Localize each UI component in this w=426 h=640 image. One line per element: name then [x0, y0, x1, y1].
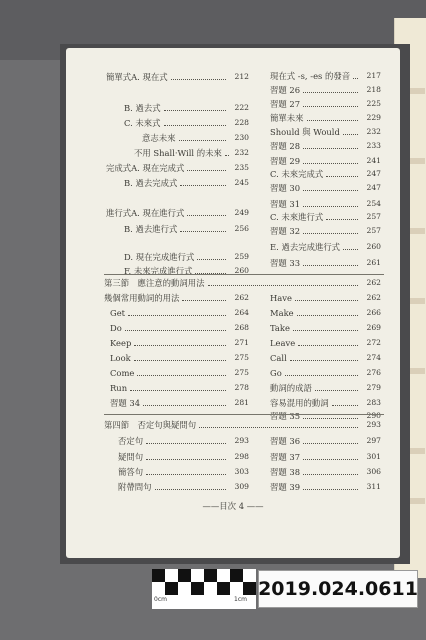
dot-leader — [295, 300, 358, 301]
toc-page-number: 262 — [366, 278, 381, 287]
toc-entry-title: 習題 27 — [270, 99, 301, 109]
toc-page-number: 264 — [234, 308, 249, 317]
toc-entry-title: 習題 31 — [270, 199, 301, 209]
dot-leader — [332, 405, 358, 406]
toc-page-number: 228 — [234, 118, 249, 127]
toc-page-number: 229 — [366, 113, 381, 122]
toc-entry-title: Do — [110, 323, 122, 333]
toc-page-number: 257 — [366, 226, 381, 235]
toc-entry-title: 簡單式A. 現在式 — [106, 72, 168, 82]
toc-page-number: 222 — [234, 103, 249, 112]
toc-entry-title: B. 過去完成式 — [124, 178, 178, 188]
toc-page-number: 309 — [234, 482, 249, 491]
toc-entry-title: Make — [270, 308, 294, 318]
toc-page-number: 279 — [366, 383, 381, 392]
toc-entry-title: 簡單未來 — [270, 113, 304, 123]
dot-leader — [208, 285, 359, 286]
scale-cell — [217, 582, 230, 595]
scale-cell — [243, 582, 256, 595]
toc-entry-title: F. 未來完成進行式 — [124, 266, 193, 276]
scale-cell — [204, 582, 217, 595]
toc-page-number: 232 — [366, 127, 381, 136]
toc-page-number: 260 — [366, 242, 381, 251]
toc-entry-title: D. 現在完成進行式 — [124, 252, 195, 262]
toc-page-number: 301 — [366, 452, 381, 461]
toc-entry-title: 習題 38 — [270, 467, 301, 477]
toc-entry-title: Have — [270, 293, 292, 303]
toc-page-number: 241 — [366, 156, 381, 165]
toc-entry-title: C. 未來進行式 — [270, 212, 324, 222]
toc-page-number: 254 — [366, 199, 381, 208]
dot-leader — [326, 219, 358, 220]
scale-cell — [204, 569, 217, 582]
toc-entry-title: 第三節 應注意的動詞用法 — [104, 278, 205, 288]
toc-page-number: 259 — [234, 252, 249, 261]
catalog-number-label: 2019.024.0611 — [258, 570, 418, 608]
toc-page-number: 283 — [366, 398, 381, 407]
toc-entry-title: 動詞的成語 — [270, 383, 312, 393]
dot-leader — [303, 163, 358, 164]
toc-entry-title: 幾個常用動詞的用法 — [104, 293, 180, 303]
toc-entry-title: 否定句 — [118, 436, 144, 446]
scale-label: 1cm — [234, 596, 247, 603]
toc-page-number: 298 — [234, 452, 249, 461]
toc-entry-title: 習題 26 — [270, 85, 301, 95]
page-footer: ——目次 4 —— — [202, 501, 264, 511]
toc-page-number: 235 — [234, 163, 249, 172]
toc-entry-title: Call — [270, 353, 287, 363]
toc-page-number: 269 — [366, 323, 381, 332]
dot-leader — [326, 176, 358, 177]
toc-entry-title: 習題 39 — [270, 482, 301, 492]
dot-leader — [134, 360, 226, 361]
scale-cell — [165, 569, 178, 582]
toc-page-number: 276 — [366, 368, 381, 377]
dot-leader — [303, 190, 358, 191]
toc-page-number: 272 — [366, 338, 381, 347]
toc-page-number: 281 — [234, 398, 249, 407]
dot-leader — [171, 79, 226, 80]
toc-entry-title: 疑問句 — [118, 452, 144, 462]
dot-leader — [343, 134, 358, 135]
toc-page-number: 274 — [366, 353, 381, 362]
toc-page-number: 233 — [366, 141, 381, 150]
dot-leader — [146, 443, 226, 444]
dot-leader — [343, 249, 358, 250]
toc-page-number: 303 — [234, 467, 249, 476]
color-scale-bar — [152, 569, 256, 609]
dot-leader — [303, 106, 358, 107]
dot-leader — [187, 215, 226, 216]
dot-leader — [137, 375, 226, 376]
toc-entry-title: B. 過去式 — [124, 103, 161, 113]
dot-leader — [164, 110, 226, 111]
scale-cell — [243, 569, 256, 582]
toc-entry-title: Go — [270, 368, 282, 378]
toc-page-number: 230 — [234, 133, 249, 142]
toc-entry-title: Run — [110, 383, 128, 393]
toc-page — [66, 48, 400, 558]
toc-page-number: 311 — [366, 482, 381, 491]
toc-page-number: 260 — [234, 266, 249, 275]
dot-leader — [143, 405, 226, 406]
dot-leader — [146, 459, 226, 460]
scale-label: 0cm — [154, 596, 167, 603]
toc-page-number: 245 — [234, 178, 249, 187]
dot-leader — [134, 345, 226, 346]
dot-leader — [303, 265, 358, 266]
dot-leader — [303, 148, 358, 149]
dot-leader — [182, 300, 226, 301]
toc-page-number: 261 — [366, 258, 381, 267]
toc-entry-title: Get — [110, 308, 126, 318]
toc-entry-title: E. 過去完成進行式 — [270, 242, 341, 252]
toc-page-number: 306 — [366, 467, 381, 476]
toc-page-number: 266 — [366, 308, 381, 317]
dot-leader — [293, 330, 358, 331]
scale-cell — [230, 569, 243, 582]
dot-leader — [125, 330, 226, 331]
scale-cell — [152, 569, 165, 582]
scale-cell — [191, 569, 204, 582]
toc-entry-title: Should 與 Would — [270, 127, 340, 137]
toc-page-number: 278 — [234, 383, 249, 392]
scale-cell — [230, 582, 243, 595]
toc-page-number: 293 — [234, 436, 249, 445]
toc-entry-title: Take — [270, 323, 290, 333]
toc-entry-title: 完成式A. 現在完成式 — [106, 163, 185, 173]
toc-entry-title: 習題 30 — [270, 183, 301, 193]
dot-leader — [146, 474, 226, 475]
dot-leader — [315, 390, 358, 391]
dot-leader — [187, 170, 226, 171]
toc-page-number: 232 — [234, 148, 249, 157]
dot-leader — [303, 92, 358, 93]
toc-page-number: 257 — [366, 212, 381, 221]
scale-cell — [191, 582, 204, 595]
toc-entry-title: Come — [110, 368, 135, 378]
toc-entry-title: C. 未來式 — [124, 118, 161, 128]
dot-leader — [180, 185, 226, 186]
dot-leader — [303, 459, 358, 460]
toc-page-number: 271 — [234, 338, 249, 347]
toc-page-number: 247 — [366, 183, 381, 192]
toc-page-number: 290 — [366, 411, 381, 420]
dot-leader — [285, 375, 358, 376]
toc-entry-title: 習題 34 — [110, 398, 141, 408]
toc-page-number: 293 — [366, 420, 381, 429]
toc-entry-title: 習題 36 — [270, 436, 301, 446]
toc-page-number: 275 — [234, 368, 249, 377]
toc-entry-title: 習題 28 — [270, 141, 301, 151]
dot-leader — [197, 259, 226, 260]
toc-page-number: 249 — [234, 208, 249, 217]
scale-cell — [165, 582, 178, 595]
toc-entry-title: 習題 37 — [270, 452, 301, 462]
toc-entry-title: Leave — [270, 338, 296, 348]
dot-leader — [303, 206, 358, 207]
toc-page-number: 225 — [366, 99, 381, 108]
dot-leader — [297, 315, 358, 316]
scale-cell — [178, 569, 191, 582]
toc-entry-title: Keep — [110, 338, 132, 348]
dot-leader — [179, 140, 227, 141]
scale-cell — [217, 569, 230, 582]
toc-page-number: 275 — [234, 353, 249, 362]
dot-leader — [303, 233, 358, 234]
toc-page-number: 262 — [234, 293, 249, 302]
toc-entry-title: 第四節 否定句與疑問句 — [104, 420, 197, 430]
dot-leader — [290, 360, 358, 361]
divider — [104, 274, 384, 275]
divider — [104, 414, 384, 415]
toc-entry-title: 進行式A. 現在進行式 — [106, 208, 185, 218]
toc-entry-title: 現在式 -s, -es 的發音 — [270, 71, 351, 81]
toc-page-number: 218 — [366, 85, 381, 94]
dot-leader — [303, 474, 358, 475]
dot-leader — [155, 489, 227, 490]
dot-leader — [128, 315, 226, 316]
toc-entry-title: 習題 35 — [270, 411, 301, 421]
toc-entry-title: 意志未來 — [142, 133, 176, 143]
toc-page-number: 212 — [234, 72, 249, 81]
toc-page-number: 297 — [366, 436, 381, 445]
toc-entry-title: C. 未來完成式 — [270, 169, 324, 179]
dot-leader — [199, 427, 358, 428]
toc-entry-title: 附帶問句 — [118, 482, 152, 492]
dot-leader — [303, 418, 358, 419]
scale-cell — [152, 582, 165, 595]
toc-entry-title: 習題 32 — [270, 226, 301, 236]
scale-cell — [178, 582, 191, 595]
toc-entry-title: 不用 Shall‧Will 的未來 — [134, 148, 222, 158]
toc-page-number: 217 — [366, 71, 381, 80]
toc-entry-title: 習題 29 — [270, 156, 301, 166]
toc-entry-title: B. 過去進行式 — [124, 224, 178, 234]
toc-entry-title: 容易混用的動詞 — [270, 398, 329, 408]
dot-leader — [353, 78, 358, 79]
toc-page-number: 256 — [234, 224, 249, 233]
dot-leader — [303, 443, 358, 444]
dot-leader — [298, 345, 358, 346]
toc-page-number: 268 — [234, 323, 249, 332]
dot-leader — [180, 231, 226, 232]
toc-entry-title: 簡答句 — [118, 467, 144, 477]
toc-page-number: 262 — [366, 293, 381, 302]
toc-page-number: 247 — [366, 169, 381, 178]
dot-leader — [307, 120, 359, 121]
dot-leader — [164, 125, 226, 126]
toc-entry-title: Look — [110, 353, 131, 363]
dot-leader — [303, 489, 358, 490]
toc-entry-title: 習題 33 — [270, 258, 301, 268]
dot-leader — [130, 390, 226, 391]
